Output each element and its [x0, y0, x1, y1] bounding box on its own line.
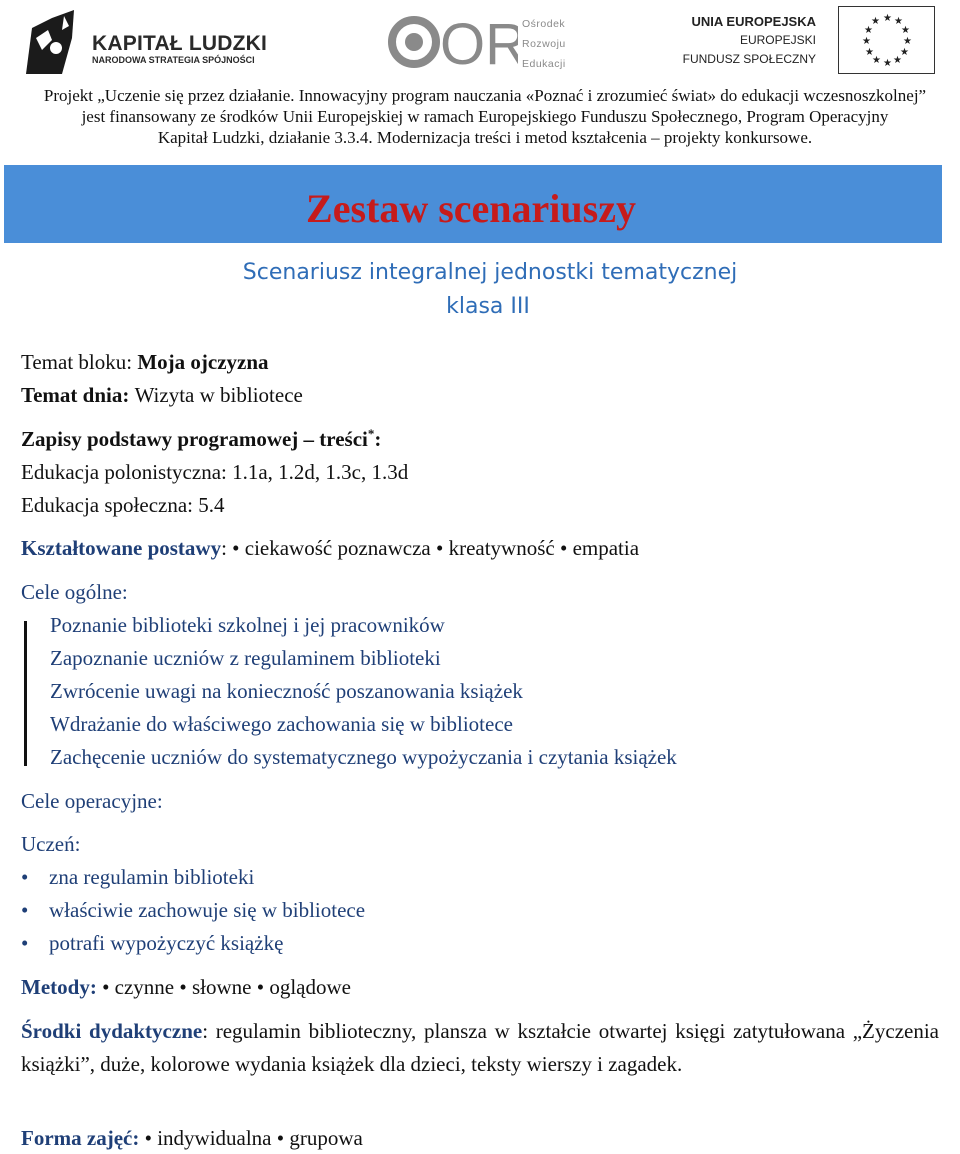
- temat-dnia-value: Wizyta w bibliotece: [134, 383, 303, 407]
- zapisy-label: Zapisy podstawy programowej – treści: [21, 427, 368, 451]
- temat-bloku-label: Temat bloku:: [21, 350, 138, 374]
- cele-ogolne-heading: Cele ogólne:: [21, 580, 128, 604]
- cel-ogolny-item: Zapoznanie uczniów z regulaminem biblioteki: [50, 646, 441, 670]
- metody-value: • czynne • słowne • oglądowe: [96, 975, 351, 999]
- ore-wordmark: OR: [440, 14, 518, 70]
- project-line-3: Kapitał Ludzki, działanie 3.3.4. Modernizacja treści i metod kształcenia – projekty konkursowe.: [157, 128, 813, 147]
- eu-flag-icon: [838, 6, 935, 74]
- svg-text:★: ★: [865, 47, 874, 58]
- project-description: [30, 85, 940, 148]
- temat-dnia-label: Temat dnia:: [21, 383, 135, 407]
- svg-text:★: ★: [872, 55, 881, 66]
- edukacja-polonistyczna: Edukacja polonistyczna: 1.1a, 1.2d, 1.3c, 1.3d: [21, 460, 409, 484]
- project-line-2: jest finansowany ze środków Unii Europejskiej w ramach Europejskiego Funduszu Społecznego, Program Operacyjny: [81, 107, 889, 126]
- ore-name: [522, 14, 566, 74]
- svg-text:★: ★: [862, 36, 871, 47]
- svg-text:★: ★: [864, 25, 873, 36]
- eu-text: [683, 12, 816, 69]
- zapisy-heading: [21, 426, 381, 452]
- cel-ogolny-item: Zachęcenie uczniów do systematycznego wypożyczania i czytania książek: [50, 745, 677, 769]
- bullet: •: [21, 931, 29, 955]
- uczen-label: Uczeń:: [21, 832, 81, 856]
- cel-operacyjny-text: zna regulamin biblioteki: [49, 865, 255, 889]
- ore-line-2: Rozwoju: [522, 38, 566, 50]
- srodki-dydaktyczne: [21, 1015, 939, 1081]
- scenario-subtitle: Scenariusz integralnej jednostki tematycznej: [242, 260, 738, 285]
- edukacja-spoleczna: Edukacja społeczna: 5.4: [21, 493, 225, 517]
- cel-ogolny-item: Zwrócenie uwagi na konieczność poszanowania książek: [50, 679, 523, 703]
- forma-zajec: [21, 1126, 363, 1151]
- kapital-ludzki-title: KAPITAŁ LUDZKI: [92, 32, 268, 55]
- ore-line-1: Ośrodek: [522, 18, 566, 30]
- svg-text:★: ★: [901, 25, 910, 36]
- cele-operacyjne-heading: Cele operacyjne:: [21, 789, 163, 813]
- cel-operacyjny-text: potrafi wypożyczyć książkę: [49, 931, 284, 955]
- temat-dnia: [21, 383, 303, 408]
- cel-ogolny-item: Poznanie biblioteki szkolnej i jej pracowników: [50, 613, 445, 637]
- class-subtitle: klasa III: [446, 294, 530, 319]
- bullet: •: [21, 898, 29, 922]
- forma-label: Forma zajęć:: [21, 1126, 140, 1150]
- metody-label: Metody:: [21, 975, 97, 999]
- ore-logo: [388, 14, 518, 75]
- cel-ogolny-item: Wdrażanie do właściwego zachowania się w bibliotece: [50, 712, 513, 736]
- svg-text:★: ★: [893, 55, 902, 66]
- metody: [21, 975, 351, 1000]
- cel-operacyjny-text: właściwie zachowuje się w bibliotece: [49, 898, 366, 922]
- eu-line-3: FUNDUSZ SPOŁECZNY: [682, 52, 816, 66]
- kapital-ludzki-subtitle: NARODOWA STRATEGIA SPÓJNOŚCI: [92, 55, 255, 65]
- ore-line-3: Edukacji: [522, 58, 566, 70]
- svg-text:★: ★: [900, 47, 909, 58]
- project-line-1: Projekt „Uczenie się przez działanie. Innowacyjny program nauczania «Poznać i zrozumieć świat» do edukacji wczesnoszkolnej”: [43, 86, 927, 105]
- temat-bloku-value: Moja ojczyzna: [137, 350, 269, 374]
- eu-line-1: UNIA EUROPEJSKA: [691, 14, 816, 29]
- svg-text:★: ★: [883, 58, 892, 69]
- srodki-value: : regulamin biblioteczny, plansza w kształcie otwartej księgi zatytułowana „Życzenia książki”, duże, kolorowe wydania książek dla dzieci, teksty wierszy i zagadek.: [21, 1019, 939, 1076]
- page-title: Zestaw scenariuszy: [306, 186, 636, 231]
- srodki-label: Środki dydaktyczne: [21, 1019, 203, 1043]
- svg-text:★: ★: [903, 36, 912, 47]
- forma-value: • indywidualna • grupowa: [139, 1126, 363, 1150]
- svg-text:★: ★: [883, 13, 892, 24]
- cel-operacyjny-item: [21, 865, 254, 890]
- bullet: •: [21, 865, 29, 889]
- postawy: [21, 536, 639, 561]
- svg-text:★: ★: [871, 16, 880, 27]
- zapisy-footnote-mark: *: [367, 426, 375, 441]
- postawy-label: Kształtowane postawy: [21, 536, 222, 560]
- svg-text:★: ★: [894, 16, 903, 27]
- zapisy-colon: :: [374, 427, 382, 451]
- kapital-ludzki-emblem-icon: [22, 8, 92, 78]
- eu-line-2: EUROPEJSKI: [739, 33, 816, 47]
- cel-operacyjny-item: [21, 931, 283, 956]
- temat-bloku: [21, 350, 269, 375]
- cele-ogolne-bar: [24, 621, 27, 766]
- cel-operacyjny-item: [21, 898, 365, 923]
- postawy-value: : • ciekawość poznawcza • kreatywność • empatia: [221, 536, 640, 560]
